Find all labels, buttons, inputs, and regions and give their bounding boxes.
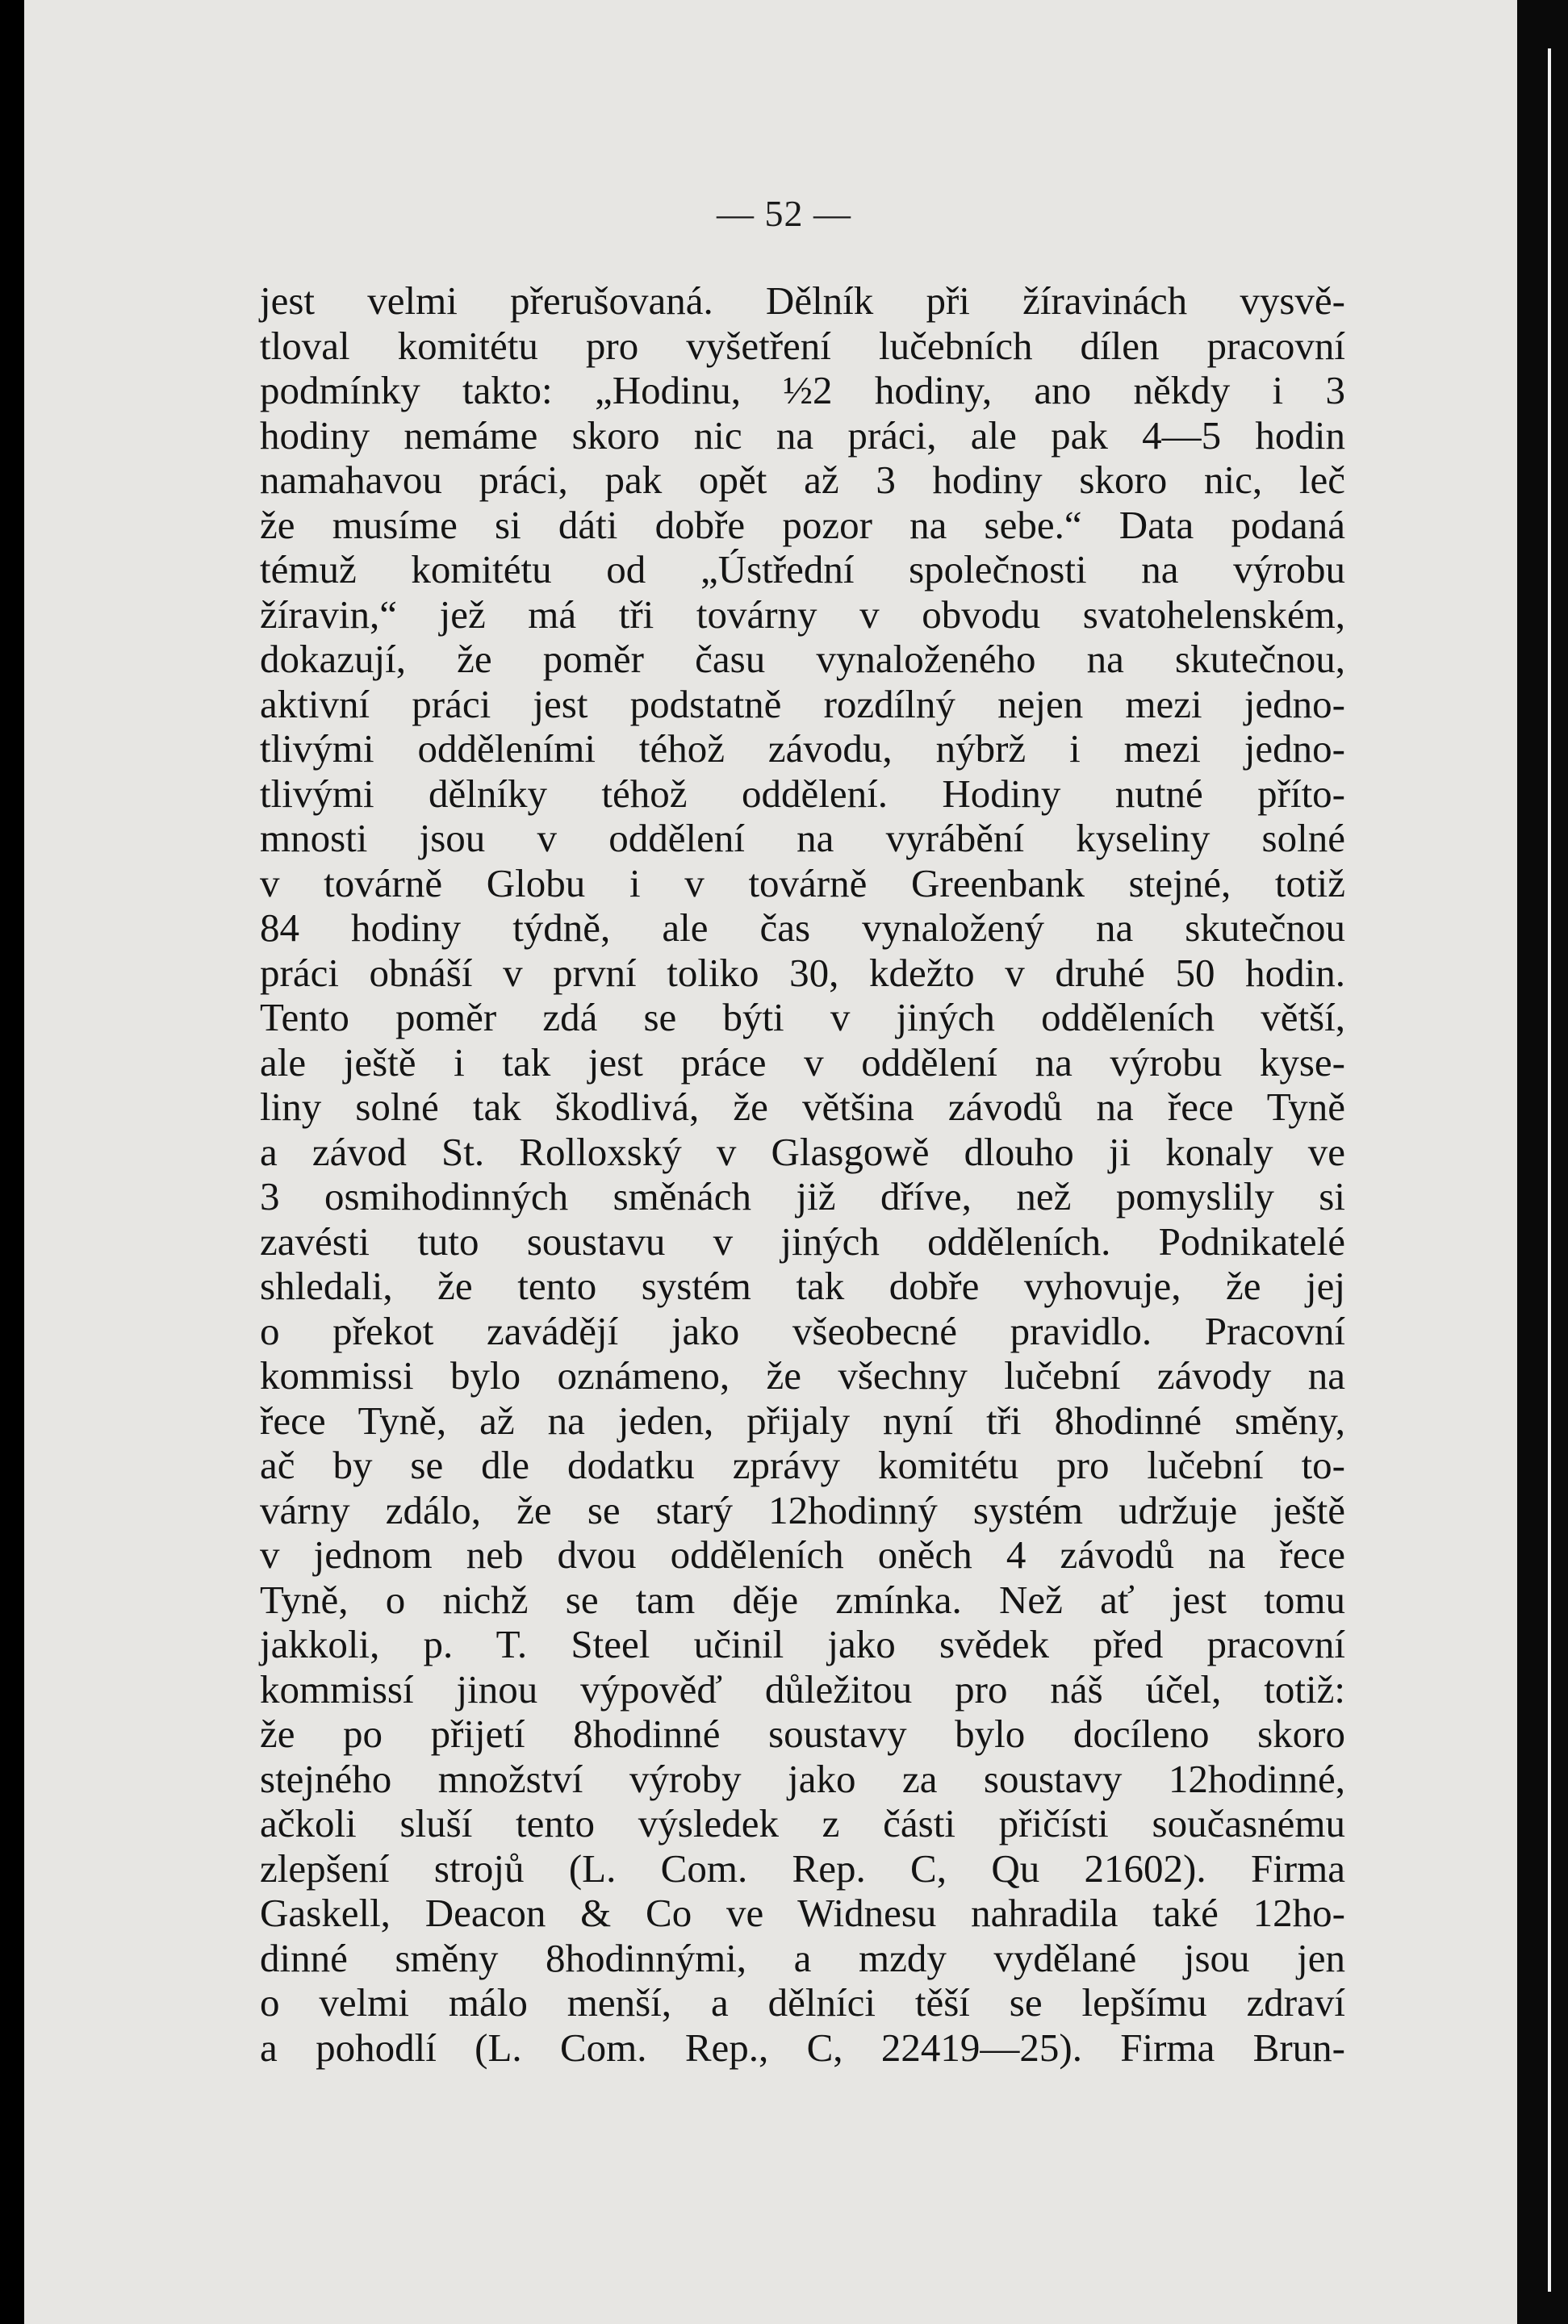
- text-line: ačkoli sluší tento výsledek z části přičísti současnému: [260, 1801, 1345, 1845]
- text-line: várny zdálo, že se starý 12hodinný systém udržuje ještě: [260, 1487, 1345, 1532]
- text-line: práci obnáší v první toliko 30, kdežto v druhé 50 hodin.: [260, 950, 1345, 995]
- text-line: liny solné tak škodlivá, že většina závodů na řece Tyně: [260, 1085, 1345, 1129]
- text-line: zavésti tuto soustavu v jiných odděleních. Podnikatelé: [260, 1218, 1345, 1264]
- page-edge-line: [1548, 48, 1551, 2292]
- text-line: žíravin,“ jež má tři továrny v obvodu svatohelenském,: [260, 591, 1345, 637]
- scan-border: [1517, 0, 1568, 2324]
- text-line: v jednom neb dvou odděleních oněch 4 závodů na řece: [260, 1532, 1345, 1577]
- text-line: ale ještě i tak jest práce v oddělení na výrobu kyse-: [260, 1039, 1345, 1085]
- text-line: že musíme si dáti dobře pozor na sebe.“ Data podaná: [260, 502, 1345, 547]
- text-line: hodiny nemáme skoro nic na práci, ale pak 4—5 hodin: [260, 412, 1345, 458]
- text-line: Tyně, o nichž se tam děje zmínka. Než ať jest tomu: [260, 1577, 1345, 1622]
- text-line: jakkoli, p. T. Steel učinil jako svědek před pracovní: [260, 1622, 1345, 1666]
- text-line: dinné směny 8hodinnými, a mzdy vydělané jsou jen: [260, 1935, 1345, 1980]
- text-line: 84 hodiny týdně, ale čas vynaložený na skutečnou: [260, 905, 1345, 950]
- text-line: kommissi bylo oznámeno, že všechny lučební závody na: [260, 1353, 1345, 1398]
- text-line: mnosti jsou v oddělení na vyrábění kyseliny solné: [260, 816, 1345, 860]
- text-line: shledali, že tento systém tak dobře vyhovuje, že jej: [260, 1264, 1345, 1308]
- page-number: — 52 —: [717, 193, 851, 234]
- text-line: řece Tyně, až na jeden, přijaly nyní tři 8hodinné směny,: [260, 1398, 1345, 1443]
- text-line: ač by se dle dodatku zprávy komitétu pro lučební to-: [260, 1443, 1345, 1487]
- text-line: podmínky takto: „Hodinu, ½2 hodiny, ano někdy i 3: [260, 368, 1345, 412]
- text-line: dokazují, že poměr času vynaloženého na skutečnou,: [260, 637, 1345, 681]
- text-line: kommissí jinou výpověď důležitou pro náš účel, totiž:: [260, 1666, 1345, 1712]
- text-line: tlivými dělníky téhož oddělení. Hodiny nutné příto-: [260, 771, 1345, 816]
- text-line: a závod St. Rolloxský v Glasgowě dlouho ji konaly ve: [260, 1129, 1345, 1174]
- text-line: tloval komitétu pro vyšetření lučebních dílen pracovní: [260, 323, 1345, 368]
- text-line: stejného množství výroby jako za soustavy 12hodinné,: [260, 1756, 1345, 1801]
- text-line: namahavou práci, pak opět až 3 hodiny skoro nic, leč: [260, 458, 1345, 502]
- text-line: tlivými odděleními téhož závodu, nýbrž i mezi jedno-: [260, 726, 1345, 771]
- text-line: a pohodlí (L. Com. Rep., C, 22419—25). Firma Brun-: [260, 2025, 1345, 2070]
- text-line: témuž komitétu od „Ústřední společnosti na výrobu: [260, 547, 1345, 591]
- text-line: 3 osmihodinných směnách již dříve, než pomyslily si: [260, 1174, 1345, 1218]
- text-line: o velmi málo menší, a dělníci těší se lepšímu zdraví: [260, 1980, 1345, 2025]
- text-line: jest velmi přerušovaná. Dělník při žíravinách vysvě-: [260, 278, 1345, 323]
- text-line: že po přijetí 8hodinné soustavy bylo docíleno skoro: [260, 1712, 1345, 1756]
- text-line: Gaskell, Deacon & Co ve Widnesu nahradila také 12ho-: [260, 1891, 1345, 1935]
- text-line: o překot zavádějí jako všeobecné pravidlo. Pracovní: [260, 1308, 1345, 1353]
- body-text: [260, 278, 1345, 2070]
- text-line: aktivní práci jest podstatně rozdílný nejen mezi jedno-: [260, 681, 1345, 726]
- text-line: zlepšení strojů (L. Com. Rep. C, Qu 21602). Firma: [260, 1845, 1345, 1891]
- text-line: Tento poměr zdá se býti v jiných odděleních větší,: [260, 995, 1345, 1039]
- text-line: v továrně Globu i v továrně Greenbank stejné, totiž: [260, 860, 1345, 905]
